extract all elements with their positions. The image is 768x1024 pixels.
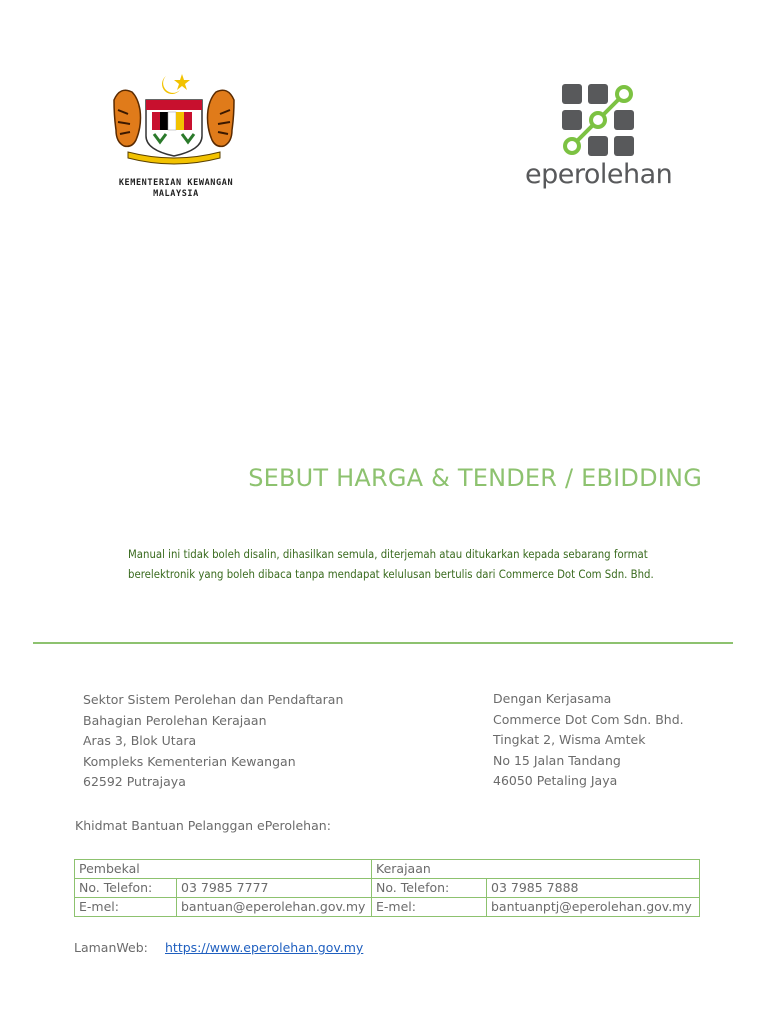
table-row: [75, 879, 700, 898]
contact-table: [74, 859, 700, 917]
address-line: Kompleks Kementerian Kewangan: [83, 753, 296, 769]
cell-value: 03 7985 7777: [177, 879, 372, 898]
website-label: LamanWeb:: [74, 940, 148, 955]
divider: [33, 642, 733, 644]
eperolehan-logo: [558, 80, 642, 162]
notice-line-1: Manual ini tidak boleh disalin, dihasilkan semula, diterjemah atau ditukarkan kepada sebarang format: [128, 548, 648, 561]
ministry-name: [96, 178, 256, 200]
wordmark-rest: perolehan: [541, 159, 673, 190]
cell-label: No. Telefon:: [372, 879, 487, 898]
website-link[interactable]: https://www.eperolehan.gov.my: [165, 940, 364, 955]
address-line: No 15 Jalan Tandang: [493, 752, 621, 768]
address-line: 62592 Putrajaya: [83, 774, 186, 790]
wordmark-prefix: e: [525, 159, 542, 190]
copyright-notice: [128, 545, 718, 584]
document-title: SEBUT HARGA & TENDER / EBIDDING: [248, 464, 702, 492]
address-line: Bahagian Perolehan Kerajaan: [83, 712, 267, 728]
cell-label: E-mel:: [75, 898, 177, 917]
address-line: Aras 3, Blok Utara: [83, 733, 197, 749]
government-header: Kerajaan: [372, 860, 700, 879]
cell-label: E-mel:: [372, 898, 487, 917]
agency-address: [83, 690, 343, 793]
ministry-name-line-1: KEMENTERIAN KEWANGAN: [118, 178, 234, 188]
support-heading: Khidmat Bantuan Pelanggan ePerolehan:: [75, 818, 331, 833]
address-line: Dengan Kerjasama: [493, 691, 612, 706]
address-line: Sektor Sistem Perolehan dan Pendaftaran: [83, 692, 344, 707]
cell-label: No. Telefon:: [75, 879, 177, 898]
address-line: 46050 Petaling Jaya: [493, 773, 618, 789]
partner-address: [493, 689, 684, 792]
address-line: Tingkat 2, Wisma Amtek: [493, 732, 646, 748]
ministry-name-line-2: MALAYSIA: [153, 189, 199, 199]
notice-line-2: berelektronik yang boleh dibaca tanpa mendapat kelulusan bertulis dari Commerce Dot Com Sdn. Bhd.: [128, 567, 654, 581]
eperolehan-wordmark: [525, 159, 672, 190]
ministry-logo: [108, 70, 240, 170]
supplier-header: Pembekal: [75, 860, 372, 879]
table-header-row: [75, 860, 700, 879]
address-line: Commerce Dot Com Sdn. Bhd.: [493, 711, 684, 727]
cell-value: bantuan@eperolehan.gov.my: [177, 898, 372, 917]
cell-value: 03 7985 7888: [487, 879, 700, 898]
cell-value: bantuanptj@eperolehan.gov.my: [487, 898, 700, 917]
table-row: [75, 898, 700, 917]
eperolehan-grid-icon: [558, 80, 642, 162]
malaysia-coat-of-arms-icon: [108, 70, 240, 170]
